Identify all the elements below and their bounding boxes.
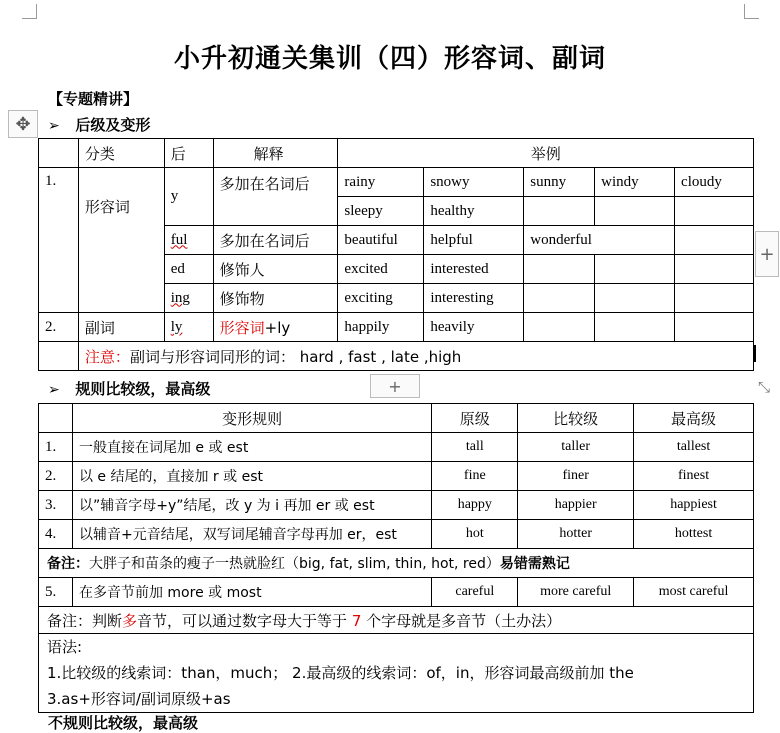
empty-cell: [39, 342, 79, 371]
crop-mark-left: [22, 4, 37, 19]
comparative-form: hotter: [518, 520, 634, 549]
empty-cell: [595, 313, 675, 342]
row-number: 2.: [39, 462, 73, 491]
empty-cell: [524, 197, 595, 226]
suffix-ed: ed: [164, 255, 213, 284]
bullet-arrow-icon: ➢: [48, 118, 60, 134]
superlative-form: tallest: [634, 433, 754, 462]
superlative-form: finest: [634, 462, 754, 491]
bullet-arrow-icon: ➢: [48, 382, 60, 398]
note2-red-1: 多: [122, 611, 138, 630]
explain-ly-red: 形容词: [219, 318, 265, 337]
add-row-button[interactable]: [370, 374, 420, 398]
base-form: fine: [432, 462, 518, 491]
rule-text: 以”辅音字母+y”结尾，改 y 为 i 再加 er 或 est: [72, 491, 431, 520]
crop-mark-right: [744, 4, 759, 19]
example-cell: wonderful: [524, 226, 675, 255]
example-cell: beautiful: [338, 226, 424, 255]
example-cell: helpful: [424, 226, 524, 255]
header-comparative: 比较级: [518, 404, 634, 433]
note2-red-2: 7: [351, 611, 362, 630]
note2-part-c: 个字母就是多音节（土办法）: [361, 611, 562, 630]
empty-cell: [595, 255, 675, 284]
example-cell: snowy: [424, 168, 524, 197]
row-number: 4.: [39, 520, 73, 549]
example-cell: sunny: [524, 168, 595, 197]
example-cell: sleepy: [338, 197, 424, 226]
rule-text: 以辅音+元音结尾，双写词尾辅音字母再加 er，est: [72, 520, 431, 549]
empty-cell: [595, 284, 675, 313]
add-column-button[interactable]: [755, 231, 779, 277]
suffix-ing: [164, 284, 213, 313]
header-suffix: 后: [164, 139, 213, 168]
suffix-ly: [164, 313, 213, 342]
adjective-label: 形容词: [78, 168, 164, 313]
comparative-table: [38, 403, 754, 713]
suffix-ful-text: ful: [170, 231, 188, 248]
example-cell: exciting: [338, 284, 424, 313]
header-rule: 变形规则: [72, 404, 431, 433]
heading-comparative: [48, 378, 210, 399]
rule-text: 以 e 结尾的，直接加 r 或 est: [72, 462, 431, 491]
explain-ed: 修饰人: [213, 255, 338, 284]
empty-cell: [524, 284, 595, 313]
heading-suffix: [48, 114, 150, 135]
suffix-y: y: [164, 168, 213, 226]
empty-cell: [675, 226, 754, 255]
example-cell: healthy: [424, 197, 524, 226]
rule-text: 一般直接在词尾加 e 或 est: [72, 433, 431, 462]
note2-part-a: 备注：判断: [47, 611, 123, 630]
base-form: tall: [432, 433, 518, 462]
grammar-cell: [39, 634, 754, 713]
note-red-label: 注意：: [84, 347, 130, 366]
example-cell: happily: [338, 313, 424, 342]
header-category: 分类: [78, 139, 164, 168]
table-move-handle[interactable]: [8, 110, 38, 138]
empty-cell: [675, 255, 754, 284]
memo-text: 大胖子和苗条的瘦子一热就脸红（big, fat, slim, thin, hot, red）: [89, 556, 500, 572]
header-superlative: 最高级: [634, 404, 754, 433]
example-cell: excited: [338, 255, 424, 284]
empty-cell: [595, 197, 675, 226]
example-cell: cloudy: [675, 168, 754, 197]
superlative-form: hottest: [634, 520, 754, 549]
rule-text: 在多音节前加 more 或 most: [72, 578, 431, 607]
suffix-table: [38, 138, 754, 371]
suffix-ly-text: ly: [170, 318, 183, 335]
suffix-ful: [164, 226, 213, 255]
heading-suffix-text: 后级及变形: [75, 116, 151, 134]
grammar-line-2: 3.as+形容词/副词原级+as: [47, 690, 231, 708]
memo-end: 易错需熟记: [499, 556, 570, 572]
header-explain: 解释: [213, 139, 338, 168]
note2-part-b: 音节，可以通过数字母大于等于: [137, 611, 352, 630]
heading-comparative-text: 规则比较级，最高级: [75, 380, 211, 398]
comparative-form: finer: [518, 462, 634, 491]
explain-ing: 修饰物: [213, 284, 338, 313]
memo-label: 备注：: [47, 556, 89, 572]
suffix-ing-text: ing: [170, 289, 190, 306]
adverb-note: [78, 342, 753, 371]
empty-cell: [524, 255, 595, 284]
row-number: 2.: [39, 313, 79, 342]
adverb-label: 副词: [78, 313, 164, 342]
move-icon: ✥: [15, 113, 31, 135]
plus-icon: +: [759, 243, 775, 265]
grammar-line-1: 1.比较级的线索词：than，much； 2.最高级的线索词：of，in，形容词最高级前加 the: [47, 664, 634, 682]
empty-cell: [675, 197, 754, 226]
base-form: happy: [432, 491, 518, 520]
base-form: hot: [432, 520, 518, 549]
page-title: 小升初通关集训（四）形容词、副词: [173, 44, 606, 74]
memo-row: [39, 549, 754, 578]
explain-ful: 多加在名词后: [213, 226, 338, 255]
text-cursor: [754, 345, 756, 362]
explain-ly: [213, 313, 338, 342]
row-number: 1.: [39, 168, 79, 313]
resize-icon[interactable]: ⤡: [758, 378, 771, 396]
empty-header-cell: [39, 139, 79, 168]
superlative-form: most careful: [634, 578, 754, 607]
partial-heading: 不规则比较级，最高级: [48, 714, 199, 732]
grammar-label: 语法:: [47, 638, 83, 656]
empty-cell: [675, 313, 754, 342]
empty-cell: [524, 313, 595, 342]
comparative-form: more careful: [518, 578, 634, 607]
explain-y: 多加在名词后: [213, 168, 338, 226]
section-label: 【专题精讲】: [48, 90, 139, 108]
example-cell: windy: [595, 168, 675, 197]
plus-icon: +: [388, 376, 402, 396]
empty-cell: [675, 284, 754, 313]
row-number: 5.: [39, 578, 73, 607]
superlative-form: happiest: [634, 491, 754, 520]
comparative-form: taller: [518, 433, 634, 462]
header-examples: 举例: [338, 139, 754, 168]
explain-ly-rest: +ly: [264, 318, 291, 337]
example-cell: heavily: [424, 313, 524, 342]
example-cell: interesting: [424, 284, 524, 313]
empty-header-cell: [39, 404, 73, 433]
row-number: 3.: [39, 491, 73, 520]
note-text: 副词与形容词同形的词： hard , fast , late ,high: [129, 347, 462, 366]
syllable-note: [39, 607, 754, 634]
header-base: 原级: [432, 404, 518, 433]
example-cell: rainy: [338, 168, 424, 197]
comparative-form: happier: [518, 491, 634, 520]
row-number: 1.: [39, 433, 73, 462]
base-form: careful: [432, 578, 518, 607]
example-cell: interested: [424, 255, 524, 284]
